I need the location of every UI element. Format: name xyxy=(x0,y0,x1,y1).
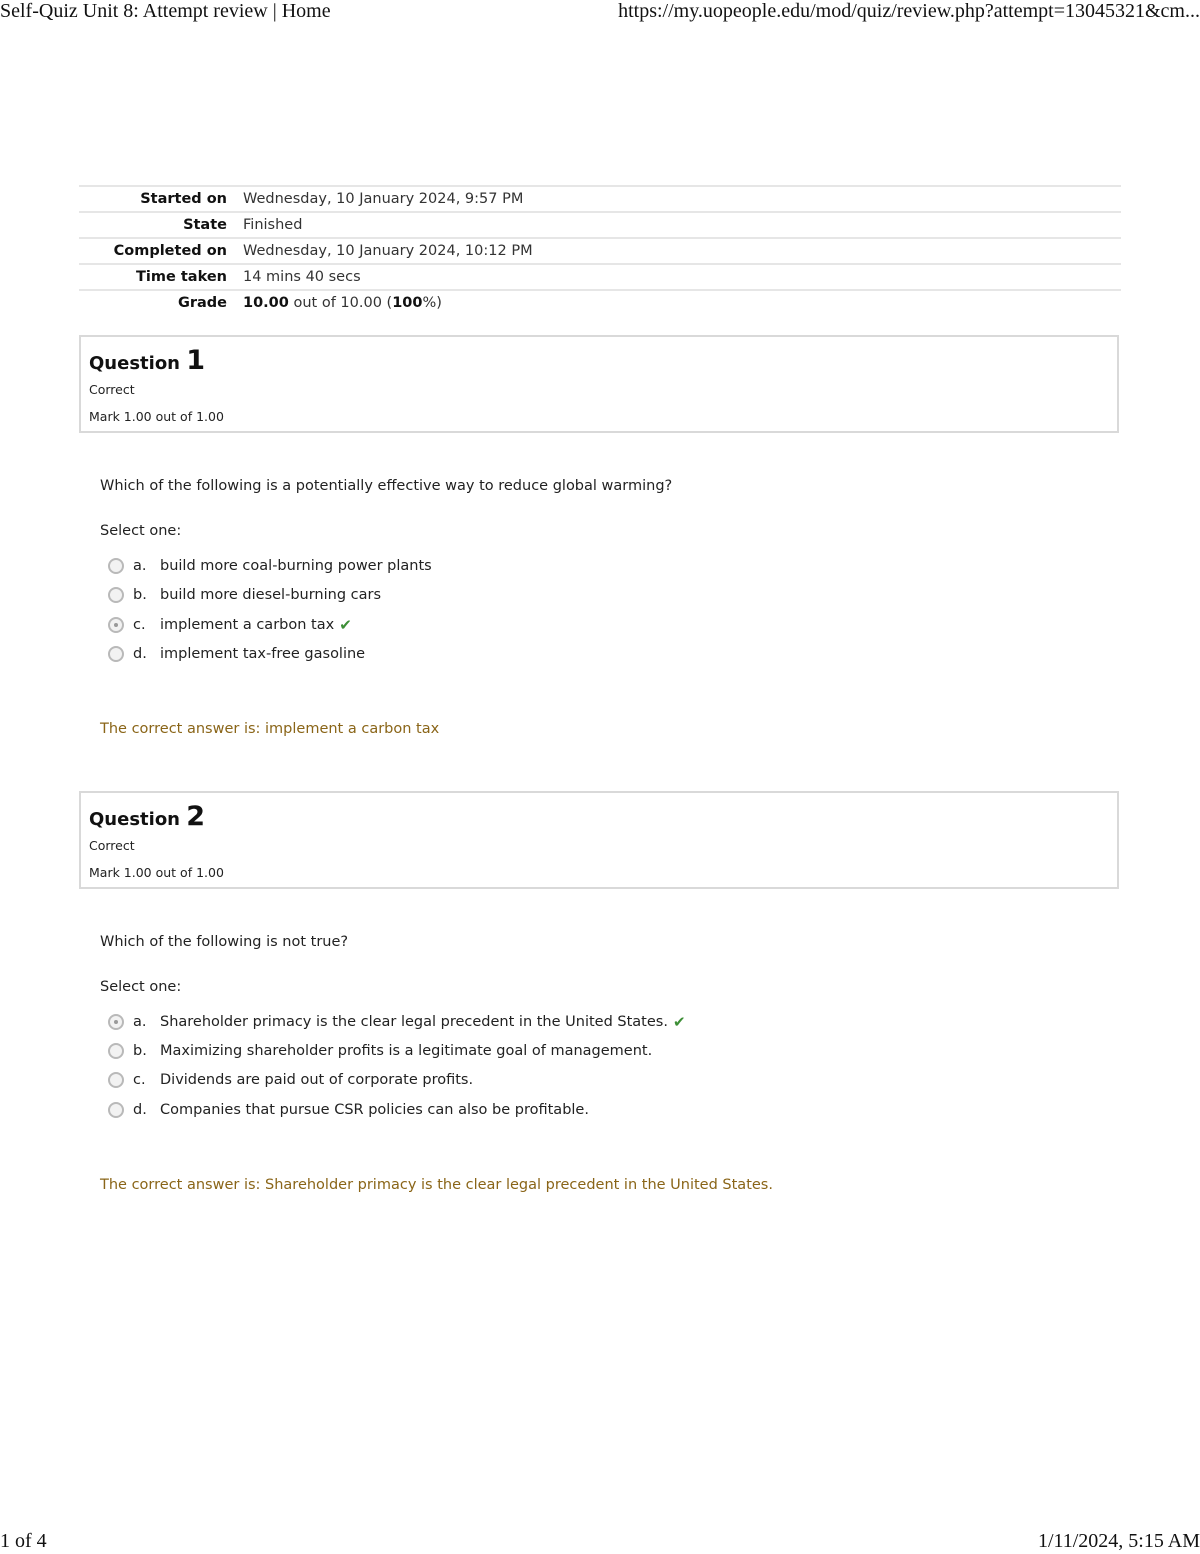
question-title xyxy=(89,345,205,376)
radio-button-icon[interactable] xyxy=(108,587,124,603)
answer-option-1c[interactable] xyxy=(108,614,352,636)
answer-text: build more diesel-burning cars xyxy=(160,587,382,603)
print-header xyxy=(0,0,1200,24)
state-value: Finished xyxy=(243,217,303,233)
question-info-1 xyxy=(79,335,1119,433)
grade-label: Grade xyxy=(177,295,227,311)
started-value: Wednesday, 10 January 2024, 9:57 PM xyxy=(243,191,524,207)
started-label: Started on xyxy=(140,191,227,207)
answer-letter: c. xyxy=(133,617,146,633)
radio-button-checked-icon[interactable] xyxy=(108,617,124,633)
answer-letter: b. xyxy=(133,1043,147,1059)
answer-text: implement tax-free gasoline xyxy=(160,646,366,662)
grade-value xyxy=(243,290,1121,315)
question-state: Correct xyxy=(89,382,135,397)
radio-button-icon[interactable] xyxy=(108,558,124,574)
grade-score: 10.00 xyxy=(243,295,289,311)
question-text-1: Which of the following is a potentially effective way to reduce global warming? xyxy=(100,478,673,494)
grade-end: %) xyxy=(422,295,442,311)
summary-row-started xyxy=(79,186,1121,212)
answer-text: build more coal-burning power plants xyxy=(160,558,432,574)
answer-text: Companies that pursue CSR policies can also be profitable. xyxy=(160,1102,589,1118)
question-title xyxy=(89,801,205,832)
page-count: 1 of 4 xyxy=(0,1530,47,1552)
question-word: Question xyxy=(89,353,187,374)
answer-option-2b[interactable] xyxy=(108,1040,652,1062)
print-datetime: 1/11/2024, 5:15 AM xyxy=(1037,1530,1200,1552)
grade-middle: out of 10.00 ( xyxy=(288,295,393,311)
radio-button-icon[interactable] xyxy=(108,646,124,662)
radio-button-icon[interactable] xyxy=(108,1072,124,1088)
select-one-prompt-2: Select one: xyxy=(100,979,182,995)
question-mark: Mark 1.00 out of 1.00 xyxy=(89,865,224,880)
radio-button-icon[interactable] xyxy=(108,1043,124,1059)
answer-text: Shareholder primacy is the clear legal precedent in the United States. xyxy=(160,1014,668,1030)
time-value: 14 mins 40 secs xyxy=(243,269,361,285)
page-url: https://my.uopeople.edu/mod/quiz/review.php?attempt=13045321&cm... xyxy=(618,0,1200,22)
answer-option-2d[interactable] xyxy=(108,1099,589,1121)
state-label: State xyxy=(183,217,227,233)
select-one-prompt-1: Select one: xyxy=(100,523,182,539)
summary-row-grade xyxy=(79,290,1121,315)
completed-label: Completed on xyxy=(113,243,227,259)
correct-answer-feedback-1: The correct answer is: implement a carbon tax xyxy=(100,721,440,737)
radio-button-icon[interactable] xyxy=(108,1102,124,1118)
answer-letter: b. xyxy=(133,587,147,603)
answer-text: Dividends are paid out of corporate profits. xyxy=(160,1072,474,1088)
question-word: Question xyxy=(89,809,187,830)
answer-letter: a. xyxy=(133,1014,147,1030)
correct-answer-feedback-2: The correct answer is: Shareholder primacy is the clear legal precedent in the United States. xyxy=(100,1177,773,1193)
answer-option-1a[interactable] xyxy=(108,555,432,577)
completed-value: Wednesday, 10 January 2024, 10:12 PM xyxy=(243,243,533,259)
question-state: Correct xyxy=(89,838,135,853)
question-number: 1 xyxy=(186,345,206,376)
summary-row-completed xyxy=(79,238,1121,264)
answer-option-1b[interactable] xyxy=(108,584,381,606)
checkmark-icon: ✔ xyxy=(339,616,352,634)
answer-letter: d. xyxy=(133,1102,147,1118)
summary-row-time xyxy=(79,264,1121,290)
answer-option-2c[interactable] xyxy=(108,1069,473,1091)
summary-row-state xyxy=(79,212,1121,238)
print-footer xyxy=(0,1530,1200,1554)
attempt-summary-table xyxy=(79,185,1121,315)
answer-text: Maximizing shareholder profits is a legitimate goal of management. xyxy=(160,1043,653,1059)
answer-letter: a. xyxy=(133,558,147,574)
answer-text: implement a carbon tax xyxy=(160,617,335,633)
question-info-2 xyxy=(79,791,1119,889)
question-number: 2 xyxy=(186,801,206,832)
page-title: Self-Quiz Unit 8: Attempt review | Home xyxy=(0,0,331,22)
time-label: Time taken xyxy=(136,269,227,285)
question-mark: Mark 1.00 out of 1.00 xyxy=(89,409,224,424)
answer-letter: d. xyxy=(133,646,147,662)
checkmark-icon: ✔ xyxy=(672,1013,686,1031)
answer-option-1d[interactable] xyxy=(108,643,365,665)
answer-letter: c. xyxy=(133,1072,146,1088)
radio-button-checked-icon[interactable] xyxy=(108,1014,124,1030)
question-text-2: Which of the following is not true? xyxy=(100,934,349,950)
answer-option-2a[interactable] xyxy=(108,1011,686,1033)
grade-percent: 100 xyxy=(392,295,423,311)
